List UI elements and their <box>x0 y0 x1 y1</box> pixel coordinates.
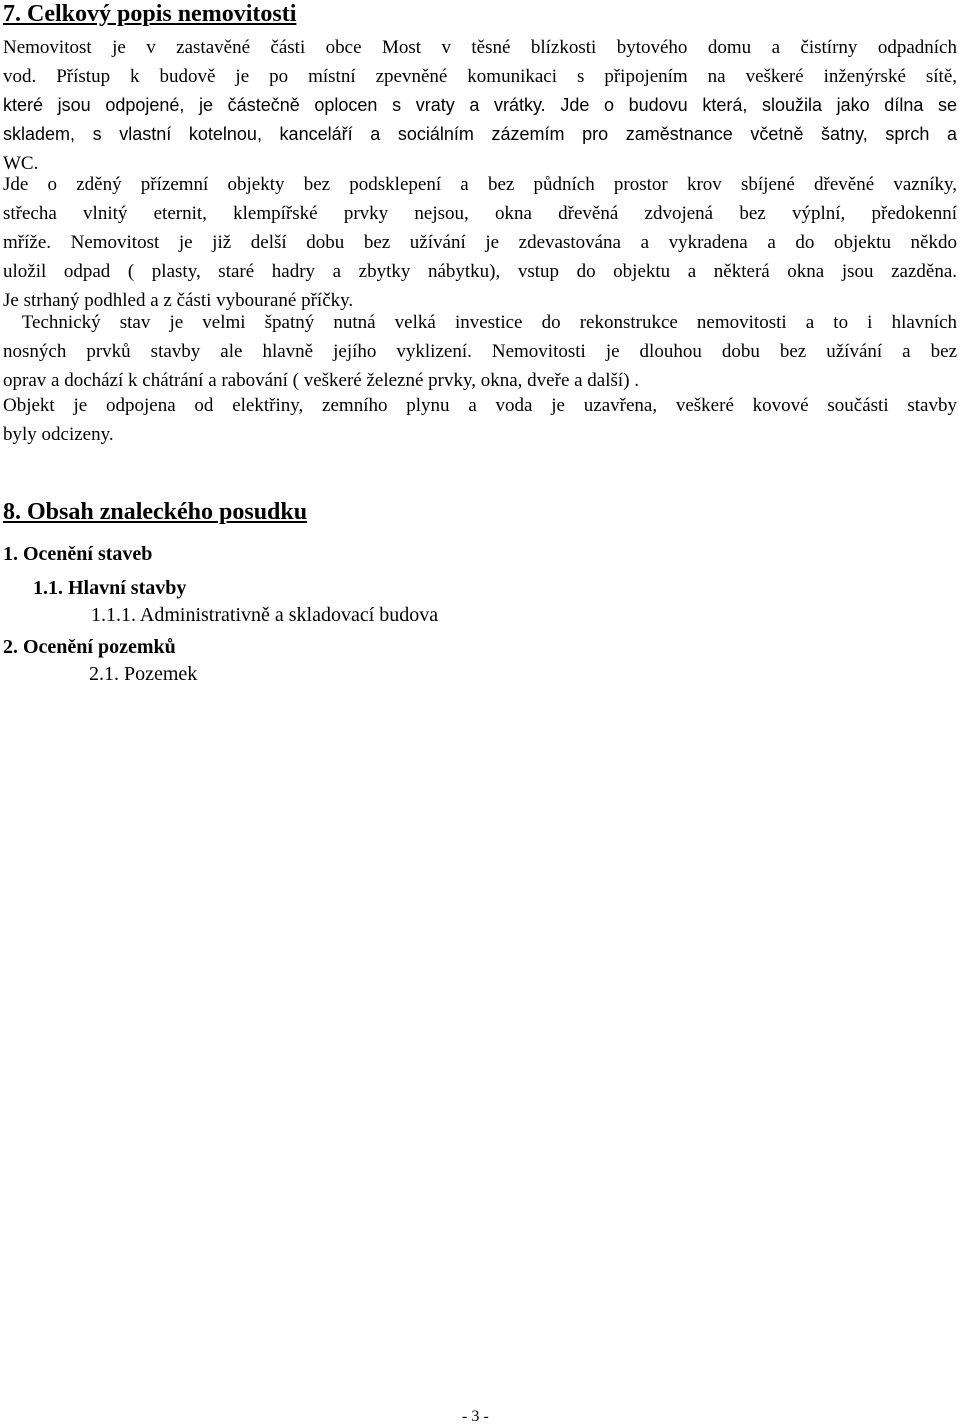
toc-item-1-1: 1.1. Hlavní stavby <box>33 577 187 599</box>
p3-line-1: Technický stav je velmi špatný nutná velká investice do rekonstrukce nemovitosti a to i hlavních <box>3 312 957 333</box>
description-paragraph-1 <box>3 33 957 178</box>
toc-item-2-1: 2.1. Pozemek <box>89 663 198 685</box>
p3-line-2: nosných prvků stavby ale hlavně jejího vyklizení. Nemovitosti je dlouhou dobu bez užívání a bez <box>3 341 957 362</box>
toc-item-2: 2. Ocenění pozemků <box>3 636 176 658</box>
description-paragraph-2 <box>3 170 957 315</box>
p1-line-5: WC. <box>3 153 39 174</box>
description-paragraph-3 <box>3 308 957 395</box>
page-number: - 3 - <box>462 1408 489 1425</box>
p2-line-4: uložil odpad ( plasty, staré hadry a zbytky nábytku), vstup do objektu a některá okna jsou zazděna. <box>3 261 957 282</box>
description-paragraph-4 <box>3 391 957 449</box>
toc-item-1-1-1: 1.1.1. Administrativně a skladovací budova <box>91 604 439 626</box>
p1-line-3: které jsou odpojené, je částečně oplocen s vraty a vrátky. Jde o budovu která, sloužila jako dílna se <box>3 95 957 115</box>
p1-line-2: vod. Přístup k budově je po místní zpevněné komunikaci s připojením na veškeré inženýrské sítě, <box>3 66 957 87</box>
section-8-heading: 8. Obsah znaleckého posudku <box>3 499 308 525</box>
p4-line-2: byly odcizeny. <box>3 424 114 445</box>
p2-line-5: Je strhaný podhled a z části vybourané příčky. <box>3 290 354 311</box>
p2-line-2: střecha vlnitý eternit, klempířské prvky nejsou, okna dřevěná zdvojená bez výplní, předokenní <box>3 203 957 224</box>
p2-line-1: Jde o zděný přízemní objekty bez podsklepení a bez půdních prostor krov sbíjené dřevěné vazníky, <box>3 174 957 195</box>
p1-line-4: skladem, s vlastní kotelnou, kanceláří a sociálním zázemím pro zaměstnance včetně šatny, sprch a <box>3 124 957 144</box>
p1-line-1: Nemovitost je v zastavěné části obce Most v těsné blízkosti bytového domu a čistírny odpadních <box>3 37 957 58</box>
p3-line-3: oprav a dochází k chátrání a rabování ( veškeré železné prvky, okna, dveře a další) . <box>3 370 640 391</box>
toc-item-1: 1. Ocenění staveb <box>3 543 153 565</box>
p2-line-3: mříže. Nemovitost je již delší dobu bez užívání je zdevastována a vykradena a do objektu někdo <box>3 232 957 253</box>
p4-line-1: Objekt je odpojena od elektřiny, zemního plynu a voda je uzavřena, veškeré kovové součásti stavby <box>3 395 957 416</box>
section-7-heading: 7. Celkový popis nemovitosti <box>3 1 297 27</box>
